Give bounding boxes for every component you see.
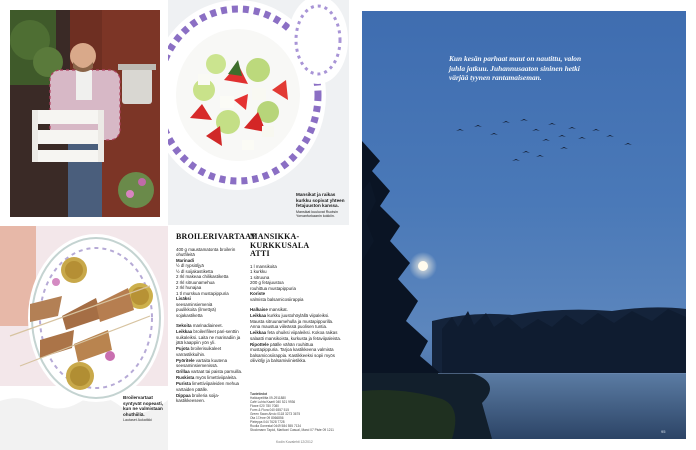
recipe-2-step-text: kurkku juustohöylällä viipaleiksi. Mausta sitruunamehulla ja mustapippurilla. Anna maustua viileässä puolisen tuntia. [250,313,334,330]
recipe-1-step-text: marinadiaineet. [191,323,223,329]
recipe-1-steps [176,323,248,404]
recipe-1-step [176,369,248,375]
product-info-line: Tuotetiedot [250,392,268,396]
recipe-1-step [176,323,248,329]
recipe-1-ingredient: seesaminsiemeniä [176,301,213,307]
recipe-1-ingredient: 2 rkl makeaa chilikastiketta [176,274,229,280]
recipe-1-step-verb: Pyöritele [176,357,195,363]
recipe-1-step-verb: Sekoita [176,323,192,329]
recipe-2-ingredient: 1 sitruuna [250,274,270,280]
recipe-2-title: MANSIKKA-KURKKUSALAATTI [250,232,310,259]
recipe-1-step [176,393,248,404]
recipe-1-ingredient: ohutfileitä [176,252,195,258]
recipe-1-ingredient: ½ dl soijakastiketta [176,268,214,274]
recipe-1-title: BROILERIVARTAAT [176,232,257,241]
midsummer-quote: Kun kesän parhaat maut on nautittu, valon juhla jatkuu. Juhannusaaton sininen hetki värjää tyynen rantamaiseman. [449,54,582,83]
recipe-2-step [250,342,342,364]
recipe-2-step [250,307,342,313]
skewers-caption-bold: Broilervartaat syntyvät nopeasti, kun ne valmistaan ohuthiiliä. [123,395,164,417]
chicken-skewers-recipe [176,232,257,404]
product-info-line: Ruolla Gonestal 0449 584 555 7134 [250,424,302,428]
recipe-1-step-verb: Pujota [176,346,190,352]
recipe-1-step-text: vartaita kuutena seesaminsiemenissä. [176,357,228,369]
recipe-1-step-text: broilerifileet pari-senttin suikaleiksi. Laita ne marinadiin ja jätä kaappiin yön yli. [176,329,241,346]
recipe-1-ingredient: ½ dl rypsiöljyä [176,263,204,269]
product-info-line: Stockmann Tapiol, Marikoni Casual, Marci 07 Piste 09 1211 [250,428,334,432]
recipe-2-step-verb: Leikkaa [250,330,267,336]
salad-caption-credit: Mansikat kuuluvat Ruotsin Yorvanfurkaanin kokkiin. [296,209,338,219]
recipe-2-step [250,330,342,341]
man-with-crate-photo [10,10,160,217]
recipe-1-ingredient: puulikkoita (ilmettyä) [176,307,217,313]
recipe-1-step [176,375,248,381]
recipe-2-step-text: päälle vähän rouhittua mustapippuria. Tarjoa kastikkeena valmista balsamicosiirappia. Kastikkeeksi sopii myös oliiviöljy ja balsamiviinietikka. [250,341,335,364]
recipe-1-ingredients [176,247,248,319]
recipe-1-ingredient: Lisäksi [176,296,191,302]
recipe-1-step [176,346,248,357]
recipe-2-step-verb: Halkaise [250,307,268,313]
recipe-1-ingredient: sojakastiketta [176,312,203,318]
recipe-1-step-text: broilerisuikaleet varrastikkuihin. [176,346,222,357]
skewers-photo-caption [123,395,167,423]
recipe-2-steps [250,307,342,364]
recipe-2-ingredient: valmista balsamicosiirappia [250,296,304,302]
recipe-1-ingredient: 1 tl murskua mustapippuria [176,290,229,296]
strawberry-cucumber-salad-recipe [250,233,342,364]
page-number: 95 [661,429,666,434]
salad-photo-caption [296,192,348,219]
magazine-footer: Kodin Kuvalehti 12/2012 [276,440,313,444]
recipe-1-step-text: broileria soija-kastikkeeseen. [176,392,220,404]
recipe-1-step-verb: Grillaa [176,369,190,375]
recipe-1-step-text: vartaat tai paista parnuilla. [189,369,243,375]
recipe-2-step-text: mansikat. [267,307,288,313]
product-info-line: Green Swan Ahvio 0118 3273 3675 [250,412,301,416]
recipe-2-ingredient: 1 l mansikoita [250,263,277,269]
product-info-line: Ota 17/nne 09 8066856 [250,416,284,420]
recipe-2-ingredient: Koriste [250,291,266,297]
recipe-1-step-text: limettiviipaleiden mehua vartaiden päälle. [176,381,239,392]
product-info-line: Café Luhta Kaarti 040 521 9936 [250,400,296,404]
product-info-line: Hakkapeliitta 09-2911880 [250,396,286,400]
recipe-1-ingredient: 2 rkl hunajaa [176,285,202,291]
product-info-list [250,392,342,432]
product-info-line: Form & Flora 040 6557 515 [250,408,289,412]
recipe-1-step-verb: Purista [176,381,191,387]
recipe-1-step-verb: Dippaa [176,392,191,398]
recipe-2-step [250,313,342,330]
recipe-2-ingredients [250,264,342,303]
recipe-2-step-verb: Ripottele [250,341,269,347]
skewers-caption-credit: Lautaset Aukatikki [123,418,152,423]
recipe-1-ingredient: 400 g maustamatonta broilerin [176,246,236,252]
product-info-line: Pieleppa 044 7628 7728 [250,420,285,424]
recipe-1-step-verb: Ruskista [176,375,195,381]
recipe-1-step [176,358,248,369]
recipe-1-step [176,381,248,392]
recipe-2-ingredient: 200 g fetajuustoa [250,280,284,286]
recipe-2-ingredient: 1 kurkku [250,269,267,275]
recipe-1-step [176,329,248,346]
recipe-1-step-text: myös limettiviipaleita. [194,375,238,381]
recipe-1-step-verb: Leikkaa [176,329,193,335]
recipe-2-step-text: feta ohuiksi viipaleiksi. Kokoa raikas salaatti mansikoista, kurkusta ja fetaviipaleista. [250,330,342,341]
recipe-1-ingredient: 2 rkl sitruunamehua [176,279,215,285]
recipe-2-step-verb: Leikkaa [250,313,267,319]
recipe-2-ingredient: rouhittua mustapippuria [250,285,296,291]
recipe-1-ingredient: Marinadi [176,257,195,263]
product-info-line: Flowe 020 780 7080 [250,404,279,408]
salad-caption-bold: Mansikat ja raikas kurkku sopivat yhteen fetajuuston kanssa. [296,192,345,209]
